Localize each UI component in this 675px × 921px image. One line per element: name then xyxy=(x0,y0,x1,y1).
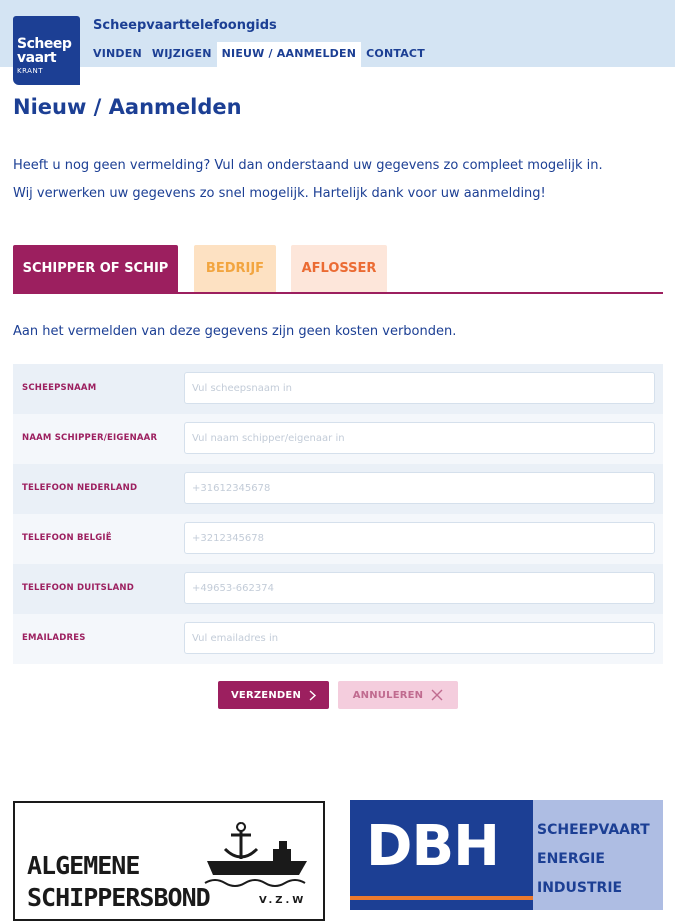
dbh-line-energie: ENERGIE xyxy=(537,851,605,867)
cost-note: Aan het vermelden van deze gegevens zijn geen kosten verbonden. xyxy=(13,324,457,339)
tab-bedrijf[interactable]: BEDRIJF xyxy=(194,245,276,292)
ship-icon xyxy=(203,819,313,893)
sponsor-asb-line-2: SCHIPPERSBOND xyxy=(27,883,210,912)
dbh-tagline xyxy=(533,800,663,910)
logo-text-krant: KRANT xyxy=(17,67,43,75)
intro-text xyxy=(13,152,663,208)
intro-line-2: Wij verwerken uw gegevens zo snel mogelijk. Hartelijk dank voor uw aanmelding! xyxy=(13,186,546,201)
registration-form xyxy=(13,364,663,664)
field-label-scheepsnaam: SCHEEPSNAAM xyxy=(22,383,97,393)
telefoon-nederland-input[interactable] xyxy=(184,472,655,504)
telefoon-duitsland-input[interactable] xyxy=(184,572,655,604)
form-row-telefoon-duitsland xyxy=(13,564,663,614)
dbh-logo-box xyxy=(350,800,533,910)
site-header xyxy=(0,0,675,67)
dbh-accent-bar xyxy=(350,896,533,900)
send-button-label: VERZENDEN xyxy=(230,689,302,701)
form-row-naam-schipper xyxy=(13,414,663,464)
nav-item-nieuw-aanmelden[interactable]: NIEUW / AANMELDEN xyxy=(217,42,362,67)
page-title: Nieuw / Aanmelden xyxy=(13,95,242,119)
emailadres-input[interactable] xyxy=(184,622,655,654)
cancel-button[interactable] xyxy=(338,681,458,709)
tab-schipper-of-schip[interactable]: SCHIPPER OF SCHIP xyxy=(13,245,178,292)
sponsor-asb-line-1: ALGEMENE xyxy=(27,851,140,880)
intro-line-1: Heeft u nog geen vermelding? Vul dan onderstaand uw gegevens zo compleet mogelijk in. xyxy=(13,158,603,173)
sponsor-asb-line-3: V.Z.W xyxy=(259,895,307,906)
form-row-emailadres xyxy=(13,614,663,664)
nav-item-wijzigen[interactable]: WIJZIGEN xyxy=(151,47,212,60)
field-label-telefoon-nederland: TELEFOON NEDERLAND xyxy=(22,483,138,493)
site-title[interactable]: Scheepvaarttelefoongids xyxy=(93,18,277,33)
send-button[interactable] xyxy=(218,681,329,709)
close-icon xyxy=(431,689,443,701)
sponsor-algemene-schippersbond[interactable] xyxy=(13,801,325,921)
naam-schipper-input[interactable] xyxy=(184,422,655,454)
field-label-telefoon-duitsland: TELEFOON DUITSLAND xyxy=(22,583,134,593)
tab-aflosser[interactable]: AFLOSSER xyxy=(291,245,387,292)
dbh-line-industrie: INDUSTRIE xyxy=(537,880,623,896)
cancel-button-label: ANNULEREN xyxy=(352,689,424,701)
logo-text-vaart: vaart xyxy=(17,50,57,66)
form-row-telefoon-belgie xyxy=(13,514,663,564)
nav-item-vinden[interactable]: VINDEN xyxy=(93,47,142,60)
nav-item-contact[interactable]: CONTACT xyxy=(366,47,425,60)
sponsor-dbh[interactable] xyxy=(350,800,663,910)
dbh-line-scheepvaart: SCHEEPVAART xyxy=(537,822,650,838)
telefoon-belgie-input[interactable] xyxy=(184,522,655,554)
main-nav xyxy=(88,42,430,67)
logo-text-scheep: Scheep xyxy=(17,36,72,52)
scheepsnaam-input[interactable] xyxy=(184,372,655,404)
form-row-scheepsnaam xyxy=(13,364,663,414)
field-label-naam-schipper: NAAM SCHIPPER/EIGENAAR xyxy=(22,433,158,443)
field-label-emailadres: EMAILADRES xyxy=(22,633,86,643)
form-row-telefoon-nederland xyxy=(13,464,663,514)
field-label-telefoon-belgie: TELEFOON BELGIË xyxy=(22,533,112,543)
registration-tabs xyxy=(13,245,663,294)
dbh-logo-text: DBH xyxy=(366,814,500,879)
site-logo[interactable] xyxy=(13,16,80,85)
chevron-right-icon xyxy=(309,690,316,701)
